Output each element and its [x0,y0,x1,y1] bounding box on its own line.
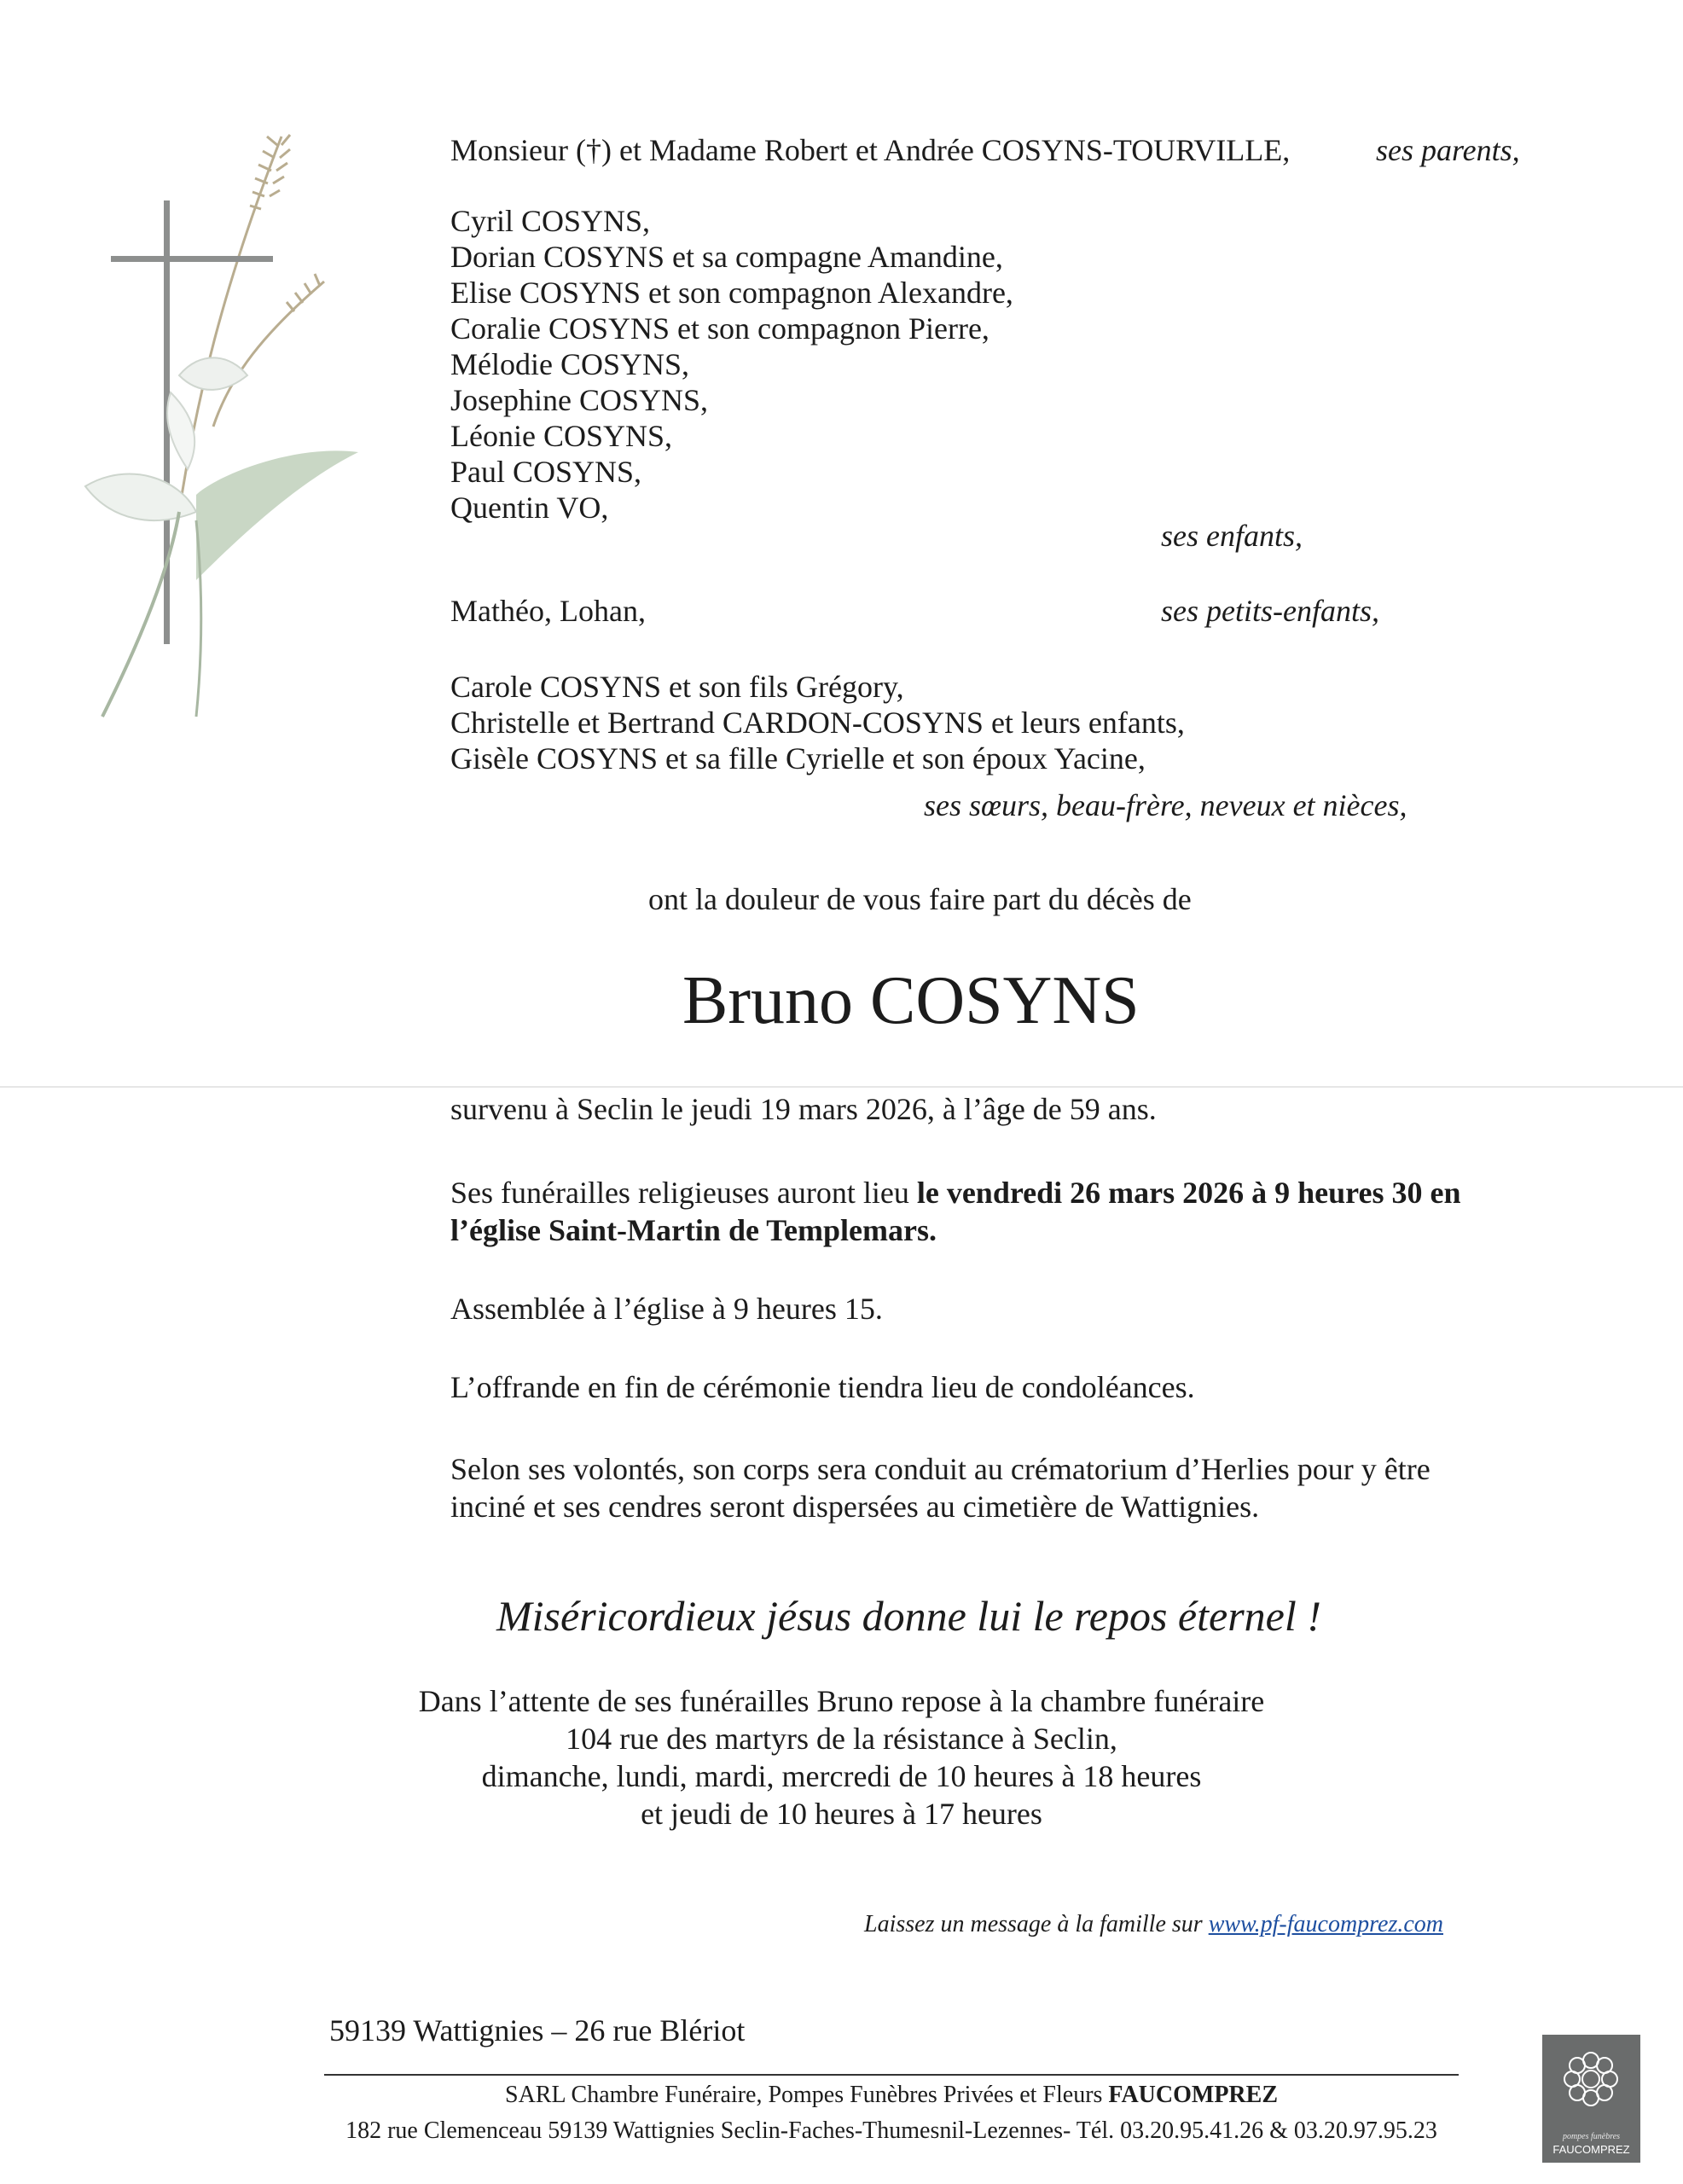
list-item: Josephine COSYNS, [450,383,709,417]
offering-info: L’offrande en fin de cérémonie tiendra lieu de condoléances. [450,1370,1195,1404]
footer-company-name: FAUCOMPREZ [1108,2082,1278,2108]
lily-flower-icon [85,357,358,717]
parents-role: ses parents, [1376,133,1520,167]
visitation-line-4: et jeudi de 10 heures à 17 heures [641,1797,1042,1831]
list-item: Elise COSYNS et son compagnon Alexandre, [450,276,1013,310]
logo-name: FAUCOMPREZ [1552,2143,1630,2156]
funeral-church: l’église Saint-Martin de Templemars. [450,1213,937,1247]
visitation-line-2: 104 rue des martyrs de la résistance à Seclin, [566,1722,1117,1756]
list-item: Gisèle COSYNS et sa fille Cyrielle et son époux Yacine, [450,741,1146,775]
death-info: survenu à Seclin le jeudi 19 mars 2026, à l’âge de 59 ans. [450,1092,1157,1126]
funeral-prefix: Ses funérailles religieuses auront lieu [450,1176,909,1210]
siblings-role: ses sœurs, beau-frère, neveux et nièces, [924,788,1407,822]
website-link[interactable]: www.pf-faucomprez.com [1208,1911,1443,1937]
assembly-info: Assemblée à l’église à 9 heures 15. [450,1292,883,1326]
list-item: Carole COSYNS et son fils Grégory, [450,670,904,704]
flower-emblem-icon [1542,2035,1640,2120]
list-item: Cyril COSYNS, [450,204,651,238]
footer-divider [324,2074,1459,2076]
footer-company [324,2080,1459,2111]
deceased-name: Bruno COSYNS [682,963,1140,1038]
list-item: Léonie COSYNS, [450,419,672,453]
faucomprez-logo [1542,2035,1640,2163]
parents-names: Monsieur (†) et Madame Robert et Andrée COSYNS-TOURVILLE, [450,133,1291,167]
footer-contact: 182 rue Clemenceau 59139 Wattignies Seclin-Faches-Thumesnil-Lezennes- Tél. 03.20.95.41.26 & 03.20.97.95.23 [345,2117,1437,2144]
message-text: Laissez un message à la famille sur [864,1911,1203,1937]
prayer-text: Miséricordieux jésus donne lui le repos éternel ! [496,1592,1321,1640]
cross-lily-decoration [51,119,375,734]
logo-subtitle: pompes funèbres [1562,2132,1621,2141]
list-item: Christelle et Bertrand CARDON-COSYNS et leurs enfants, [450,706,1185,740]
funeral-line-1 [450,1174,1461,1211]
footer-company-prefix: SARL Chambre Funéraire, Pompes Funèbres Privées et Fleurs [505,2082,1103,2108]
list-item: Coralie COSYNS et son compagnon Pierre, [450,311,989,346]
message-line [864,1909,1443,1940]
list-item: Quentin VO, [450,491,609,525]
list-item: Paul COSYNS, [450,455,642,489]
list-item: Dorian COSYNS et sa compagne Amandine, [450,240,1003,274]
children-role: ses enfants, [1161,519,1303,553]
page-fold-line [0,1086,1683,1088]
funeral-date-time: le vendredi 26 mars 2026 à 9 heures 30 en [916,1176,1461,1210]
grandchildren-role: ses petits-enfants, [1161,594,1379,628]
grandchildren-names: Mathéo, Lohan, [450,594,646,628]
announcement-text: ont la douleur de vous faire part du décès de [648,882,1192,916]
children-list [450,203,1013,526]
list-item: Mélodie COSYNS, [450,347,690,381]
visitation-line-1: Dans l’attente de ses funérailles Bruno repose à la chambre funéraire [418,1684,1265,1718]
siblings-list [450,669,1185,776]
wishes-line-2: inciné et ses cendres seront dispersées au cimetière de Wattignies. [450,1490,1260,1524]
wishes-line-1: Selon ses volontés, son corps sera conduit au crématorium d’Herlies pour y être [450,1452,1431,1486]
funeral-home-address: 59139 Wattignies – 26 rue Blériot [329,2013,746,2048]
visitation-line-3: dimanche, lundi, mardi, mercredi de 10 heures à 18 heures [481,1759,1202,1793]
